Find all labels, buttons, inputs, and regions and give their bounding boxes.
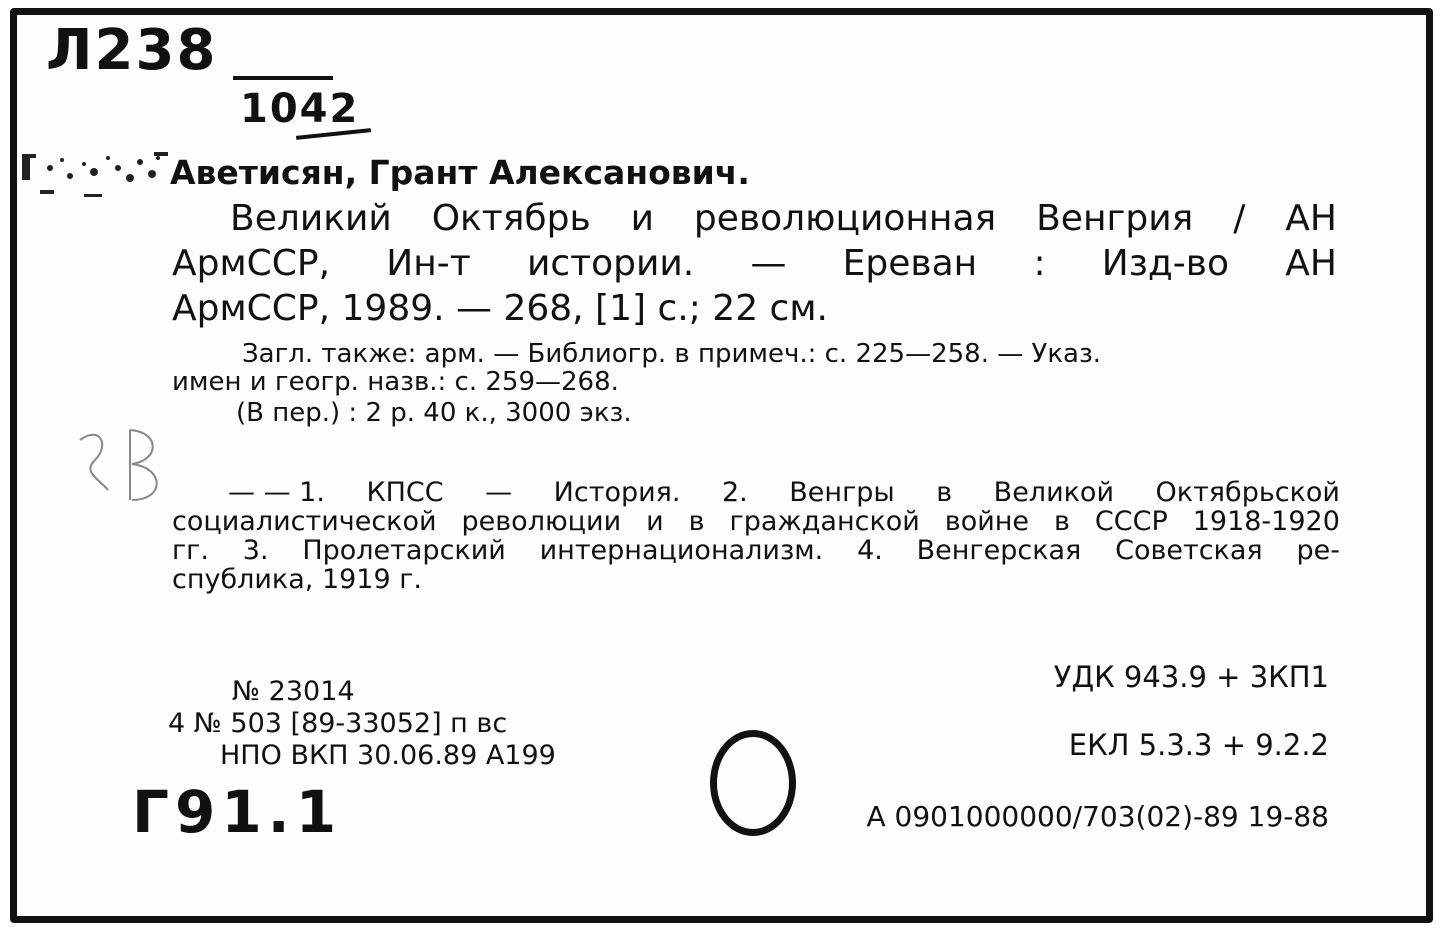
subject-word: войне: [944, 506, 1030, 537]
author-heading: Аветисян, Грант Алексанович.: [170, 153, 750, 192]
subject-word: Венгерская: [916, 535, 1082, 566]
subject-word: 3.: [242, 535, 269, 566]
subject-word: 2.: [722, 477, 748, 508]
subjects-block: [172, 478, 1340, 594]
title-word: Великий: [230, 198, 392, 239]
price-line: (В пер.) : 2 р. 40 к., 3000 экз.: [236, 398, 632, 428]
subject-word: 4.: [857, 535, 883, 566]
stamp-smudge-icon: [20, 138, 170, 198]
title-word: АН: [1285, 243, 1337, 284]
subject-word: Советская: [1115, 535, 1263, 566]
title-word: Октябрь: [431, 198, 591, 239]
title-word: /: [1233, 198, 1246, 239]
subject-word: в: [1054, 506, 1070, 537]
notes-block: [172, 340, 1340, 427]
subject-word: и: [646, 506, 664, 537]
title-word: Ин-т: [386, 243, 471, 284]
title-word: —: [750, 243, 787, 284]
title-word: и: [630, 198, 654, 239]
title-line-2: [172, 241, 1337, 286]
subjects-line-3: [172, 536, 1340, 565]
title-word: истории.: [526, 243, 695, 284]
subjects-line-4: [172, 565, 1340, 594]
title-line-3: [172, 286, 1337, 331]
card-number: № 23014: [232, 676, 355, 707]
card-punch-hole: [710, 730, 796, 836]
catalog-index: А 0901000000/703(02)-89 19-88: [866, 800, 1329, 833]
title-word: Изд-во: [1101, 243, 1229, 284]
notes-line-2: имен и геогр. назв.: с. 259—268.: [172, 367, 619, 397]
subject-word: Октябрьской: [1155, 477, 1340, 508]
title-word: :: [1033, 243, 1046, 284]
order-number: 4 № 503 [89-33052] п вс: [168, 708, 508, 739]
shelf-mark-bottom: 1042: [240, 86, 360, 132]
subject-word: интернационализм.: [539, 535, 824, 566]
ekl-code: ЕКЛ 5.3.3 + 9.2.2: [1068, 728, 1329, 762]
subject-word: спублика, 1919 г.: [172, 564, 423, 595]
title-word: Венгрия: [1036, 198, 1194, 239]
imprint-text: АрмССР, 1989. — 268, [1] с.; 22 см.: [172, 288, 828, 329]
subject-word: —: [485, 477, 513, 508]
title-word: АН: [1285, 198, 1337, 239]
npo-line: НПО ВКП 30.06.89 А199: [220, 740, 556, 771]
subject-word: История.: [553, 477, 681, 508]
subject-word: Венгры: [789, 477, 895, 508]
title-line-1: [172, 196, 1337, 241]
subject-word: СССР: [1094, 506, 1168, 537]
subject-word: гг.: [172, 535, 209, 566]
subject-word: революции: [461, 506, 622, 537]
title-word: Ереван: [842, 243, 978, 284]
shelf-mark-fraction-line: [233, 76, 333, 80]
title-word: АрмССР,: [172, 243, 331, 284]
subject-word: КПСС: [366, 477, 444, 508]
subject-word: социалистической: [172, 506, 437, 537]
udk-code: УДК 943.9 + 3КП1: [1053, 660, 1329, 694]
subject-word: в: [936, 477, 953, 508]
subject-word: Великой: [993, 477, 1114, 508]
subjects-line-1: [172, 478, 1340, 507]
handwritten-code: Г91.1: [132, 778, 343, 846]
subjects-line-2: [172, 507, 1340, 536]
title-block: [172, 196, 1337, 331]
subject-word: Пролетарский: [302, 535, 506, 566]
title-word: революционная: [693, 198, 997, 239]
subject-word: 1918-1920: [1192, 506, 1340, 537]
subject-word: ре-: [1296, 535, 1340, 566]
registration-codes: [160, 676, 556, 772]
shelf-mark-top: Л238: [46, 18, 218, 83]
subject-word: в: [688, 506, 705, 537]
subject-word: — — 1.: [228, 477, 325, 508]
notes-line-1: Загл. также: арм. — Библиогр. в примеч.: с. 225—258. — Указ.: [242, 339, 1102, 369]
subject-word: гражданской: [729, 506, 920, 537]
